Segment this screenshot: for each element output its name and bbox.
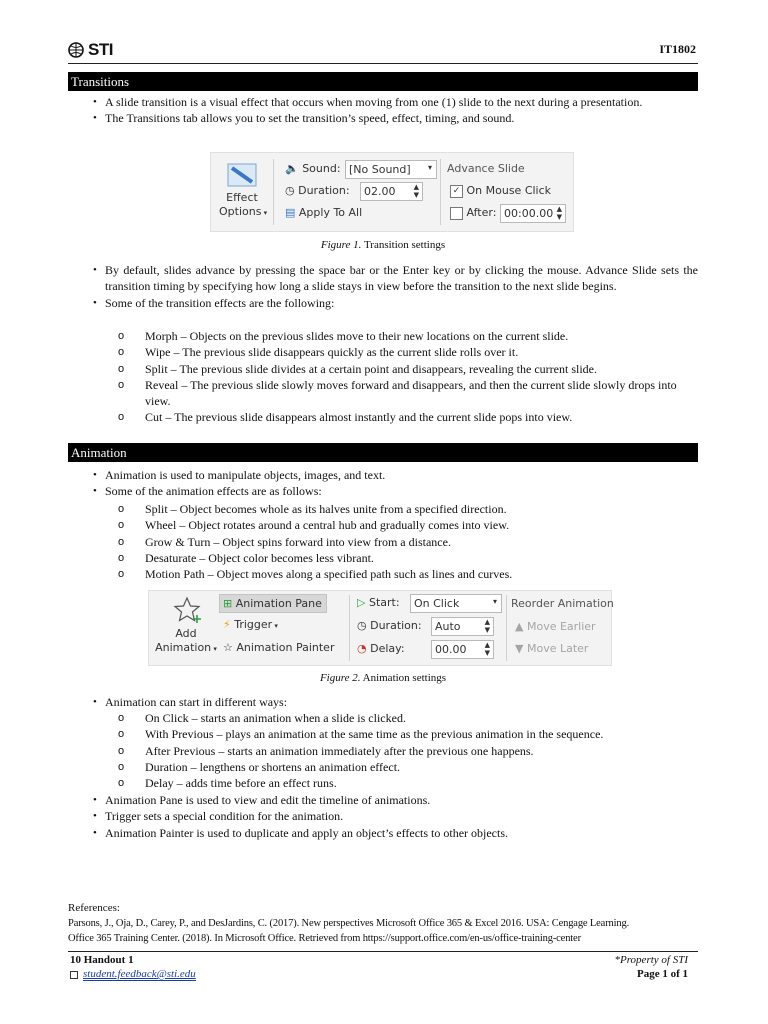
after-label: After: xyxy=(466,206,497,219)
list-item: o Wipe – The previous slide disappears quickly as the current slide rolls over it. xyxy=(68,344,690,360)
list-item: • Animation Pane is used to view and edit the timeline of animations. xyxy=(68,792,690,808)
list-item: • Some of the transition effects are the following: xyxy=(68,295,698,311)
animation-pane-icon: ⊞ xyxy=(223,597,233,610)
divider xyxy=(506,595,507,661)
effect-options-button[interactable] xyxy=(219,191,268,220)
list-item: o Grow & Turn – Object spins forward into view from a distance. xyxy=(68,534,690,550)
sound-dropdown[interactable] xyxy=(345,160,437,179)
list-item: o Delay – adds time before an effect runs. xyxy=(68,775,690,791)
divider xyxy=(440,159,441,225)
duration-label: Duration: xyxy=(298,184,350,197)
move-earlier-label: Move Earlier xyxy=(526,620,596,633)
start-label: Start: xyxy=(368,596,400,609)
animation-painter-label: Animation Painter xyxy=(236,641,335,654)
caption-text: Animation settings xyxy=(360,672,447,684)
course-code: IT1802 xyxy=(659,42,696,56)
figure-1-caption xyxy=(68,239,698,251)
spinner-arrows-icon[interactable]: ▲ ▼ xyxy=(556,205,562,221)
divider xyxy=(349,595,350,661)
reference-item: Parsons, J., Oja, D., Carey, P., and DesJardins, C. (2017). New perspectives Microsoft Office 365 & Excel 2016. USA: Cengage Learning. xyxy=(68,918,630,929)
feedback-email xyxy=(70,968,196,981)
animation-painter-button[interactable] xyxy=(223,641,334,654)
list-item: o Cut – The previous slide disappears almost instantly and the current slide pops into view. xyxy=(68,409,690,425)
transitions-intro xyxy=(68,94,690,127)
delay-clock-icon: ◔ xyxy=(357,642,367,655)
transition-settings-figure xyxy=(210,152,574,232)
checkbox-empty-icon xyxy=(450,207,463,220)
figure-2-caption xyxy=(68,672,698,684)
duration-value: 02.00 xyxy=(364,185,396,198)
duration-control xyxy=(357,619,422,632)
effect-options-label2: Options xyxy=(219,205,262,218)
list-item: o On Click – starts an animation when a slide is clicked. xyxy=(68,710,690,726)
star-icon xyxy=(173,595,203,628)
effect-options-label: Effect xyxy=(226,191,258,204)
list-item: o Reveal – The previous slide slowly moves forward and disappears, and then the current slide slowly drops into view. xyxy=(68,377,690,410)
reorder-animation-heading: Reorder Animation xyxy=(511,597,614,610)
triangle-down-icon: ▼ xyxy=(515,642,524,655)
list-item: o After Previous – starts an animation immediately after the previous one happens. xyxy=(68,743,690,759)
apply-all-label: Apply To All xyxy=(298,206,363,219)
list-item: o With Previous – plays an animation at the same time as the previous animation in the sequence. xyxy=(68,726,690,742)
painter-icon: ☆ xyxy=(223,641,233,654)
triangle-up-icon: ▲ xyxy=(515,620,524,633)
list-item: o Duration – lengthens or shortens an animation effect. xyxy=(68,759,690,775)
dropdown-caret-icon: ▾ xyxy=(261,209,268,217)
clock-icon: ◷ xyxy=(285,184,295,197)
start-control xyxy=(357,596,400,609)
caption-label: Figure 2. xyxy=(319,672,361,684)
list-item: • The Transitions tab allows you to set the transition’s speed, effect, timing, and sound. xyxy=(68,110,690,126)
clock-icon: ◷ xyxy=(357,619,367,632)
advance-slide-heading: Advance Slide xyxy=(447,162,525,175)
list-item: • Animation is used to manipulate objects, images, and text. xyxy=(68,467,690,483)
animation-pane-label: Animation Pane xyxy=(235,597,322,610)
duration-spinner[interactable] xyxy=(431,617,494,636)
list-item: • By default, slides advance by pressing the space bar or the Enter key or by clicking the mouse. Advance Slide sets the transition timing by specifying how long a slide stays in view before the transition to the next slide begins. xyxy=(68,262,698,295)
duration-spinner[interactable] xyxy=(360,182,423,201)
spinner-arrows-icon[interactable]: ▲ ▼ xyxy=(413,183,419,199)
duration-value: Auto xyxy=(435,620,461,633)
play-icon: ▷ xyxy=(357,596,366,609)
list-item: • Animation can start in different ways: xyxy=(68,694,690,710)
references-heading: References: xyxy=(68,902,120,914)
caption-text: Transition settings xyxy=(361,239,446,251)
sound-value: [No Sound] xyxy=(349,163,411,176)
spinner-arrows-icon[interactable]: ▲ ▼ xyxy=(484,641,490,657)
after-value: 00:00.00 xyxy=(504,207,554,220)
delay-control xyxy=(357,642,405,655)
move-later-label: Move Later xyxy=(526,642,589,655)
add-animation-button[interactable] xyxy=(151,627,221,656)
apply-all-icon: ▤ xyxy=(285,206,296,219)
property-label: *Property of STI xyxy=(614,954,688,966)
list-item: o Desaturate – Object color becomes less vibrant. xyxy=(68,550,690,566)
transition-effects-list xyxy=(68,328,690,426)
email-link[interactable]: student.feedback@sti.edu xyxy=(83,968,196,980)
list-item: • Some of the animation effects are as follows: xyxy=(68,483,690,499)
duration-control xyxy=(285,184,350,197)
trigger-label: Trigger xyxy=(234,618,273,631)
animation-settings-figure xyxy=(148,590,612,666)
references xyxy=(68,901,718,946)
footer-divider xyxy=(68,951,698,952)
chevron-down-icon: ▾ xyxy=(492,597,497,606)
list-item: o Morph – Objects on the previous slides move to their new locations on the current slide. xyxy=(68,328,690,344)
start-value: On Click xyxy=(414,597,460,610)
delay-value: 00.00 xyxy=(435,643,467,656)
section-title-animation: Animation xyxy=(68,443,698,462)
on-mouse-click-label: On Mouse Click xyxy=(466,184,552,197)
sound-control xyxy=(285,162,341,175)
start-dropdown[interactable] xyxy=(410,594,502,613)
list-item: o Split – The previous slide divides at a certain point and disappears, revealing the current slide. xyxy=(68,361,690,377)
spinner-arrows-icon[interactable]: ▲ ▼ xyxy=(484,618,490,634)
list-item: o Motion Path – Object moves along a specified path such as lines and curves. xyxy=(68,566,690,582)
animation-tools-list xyxy=(68,792,690,841)
chevron-down-icon: ▾ xyxy=(427,163,432,172)
move-later-button[interactable] xyxy=(515,642,588,655)
trigger-button[interactable] xyxy=(223,618,278,631)
animation-start-ways xyxy=(68,710,690,791)
sound-label: Sound: xyxy=(302,162,341,175)
reference-item: Office 365 Training Center. (2018). In Microsoft Office. Retrieved from https://support.office.com/en-us/office-training-center xyxy=(68,933,581,944)
header-divider xyxy=(68,63,698,64)
list-item: • A slide transition is a visual effect that occurs when moving from one (1) slide to the next during a presentation. xyxy=(68,94,690,110)
logo-text: STI xyxy=(88,40,113,59)
dropdown-caret-icon: ▾ xyxy=(272,622,278,630)
after-time-spinner[interactable] xyxy=(500,204,566,223)
list-item: o Wheel – Object rotates around a central hub and gradually comes into view. xyxy=(68,517,690,533)
duration-label: Duration: xyxy=(370,619,422,632)
speaker-icon: 🔈 xyxy=(285,162,299,175)
move-earlier-button[interactable] xyxy=(515,620,596,633)
list-item: • Animation Painter is used to duplicate and apply an object’s effects to other objects. xyxy=(68,825,690,841)
dropdown-caret-icon: ▾ xyxy=(211,645,217,653)
sti-globe-icon xyxy=(68,42,86,58)
checkmark-icon: ✓ xyxy=(450,185,463,198)
add-animation-label2: Animation xyxy=(155,641,212,654)
list-item: o Split – Object becomes whole as its halves unite from a specified direction. xyxy=(68,501,690,517)
caption-label: Figure 1. xyxy=(320,239,362,251)
after-checkbox[interactable] xyxy=(450,206,496,220)
page-number: Page 1 of 1 xyxy=(636,968,688,980)
animation-pane-button[interactable] xyxy=(219,594,327,613)
list-item: • Trigger sets a special condition for the animation. xyxy=(68,808,690,824)
lightning-icon: ⚡ xyxy=(223,618,231,631)
animation-effects-list xyxy=(68,501,690,582)
add-animation-label: Add xyxy=(175,627,197,640)
animation-start-intro xyxy=(68,694,690,710)
sti-logo xyxy=(68,40,113,60)
transitions-details xyxy=(68,262,698,311)
section-title-transitions: Transitions xyxy=(68,72,698,91)
divider xyxy=(273,159,274,225)
delay-label: Delay: xyxy=(370,642,405,655)
delay-spinner[interactable] xyxy=(431,640,494,659)
apply-to-all-button[interactable] xyxy=(285,206,362,219)
effect-options-icon xyxy=(227,163,257,187)
animation-intro xyxy=(68,467,690,500)
on-mouse-click-checkbox[interactable] xyxy=(450,184,551,198)
email-box-icon xyxy=(70,971,78,979)
handout-label: 10 Handout 1 xyxy=(70,954,134,966)
